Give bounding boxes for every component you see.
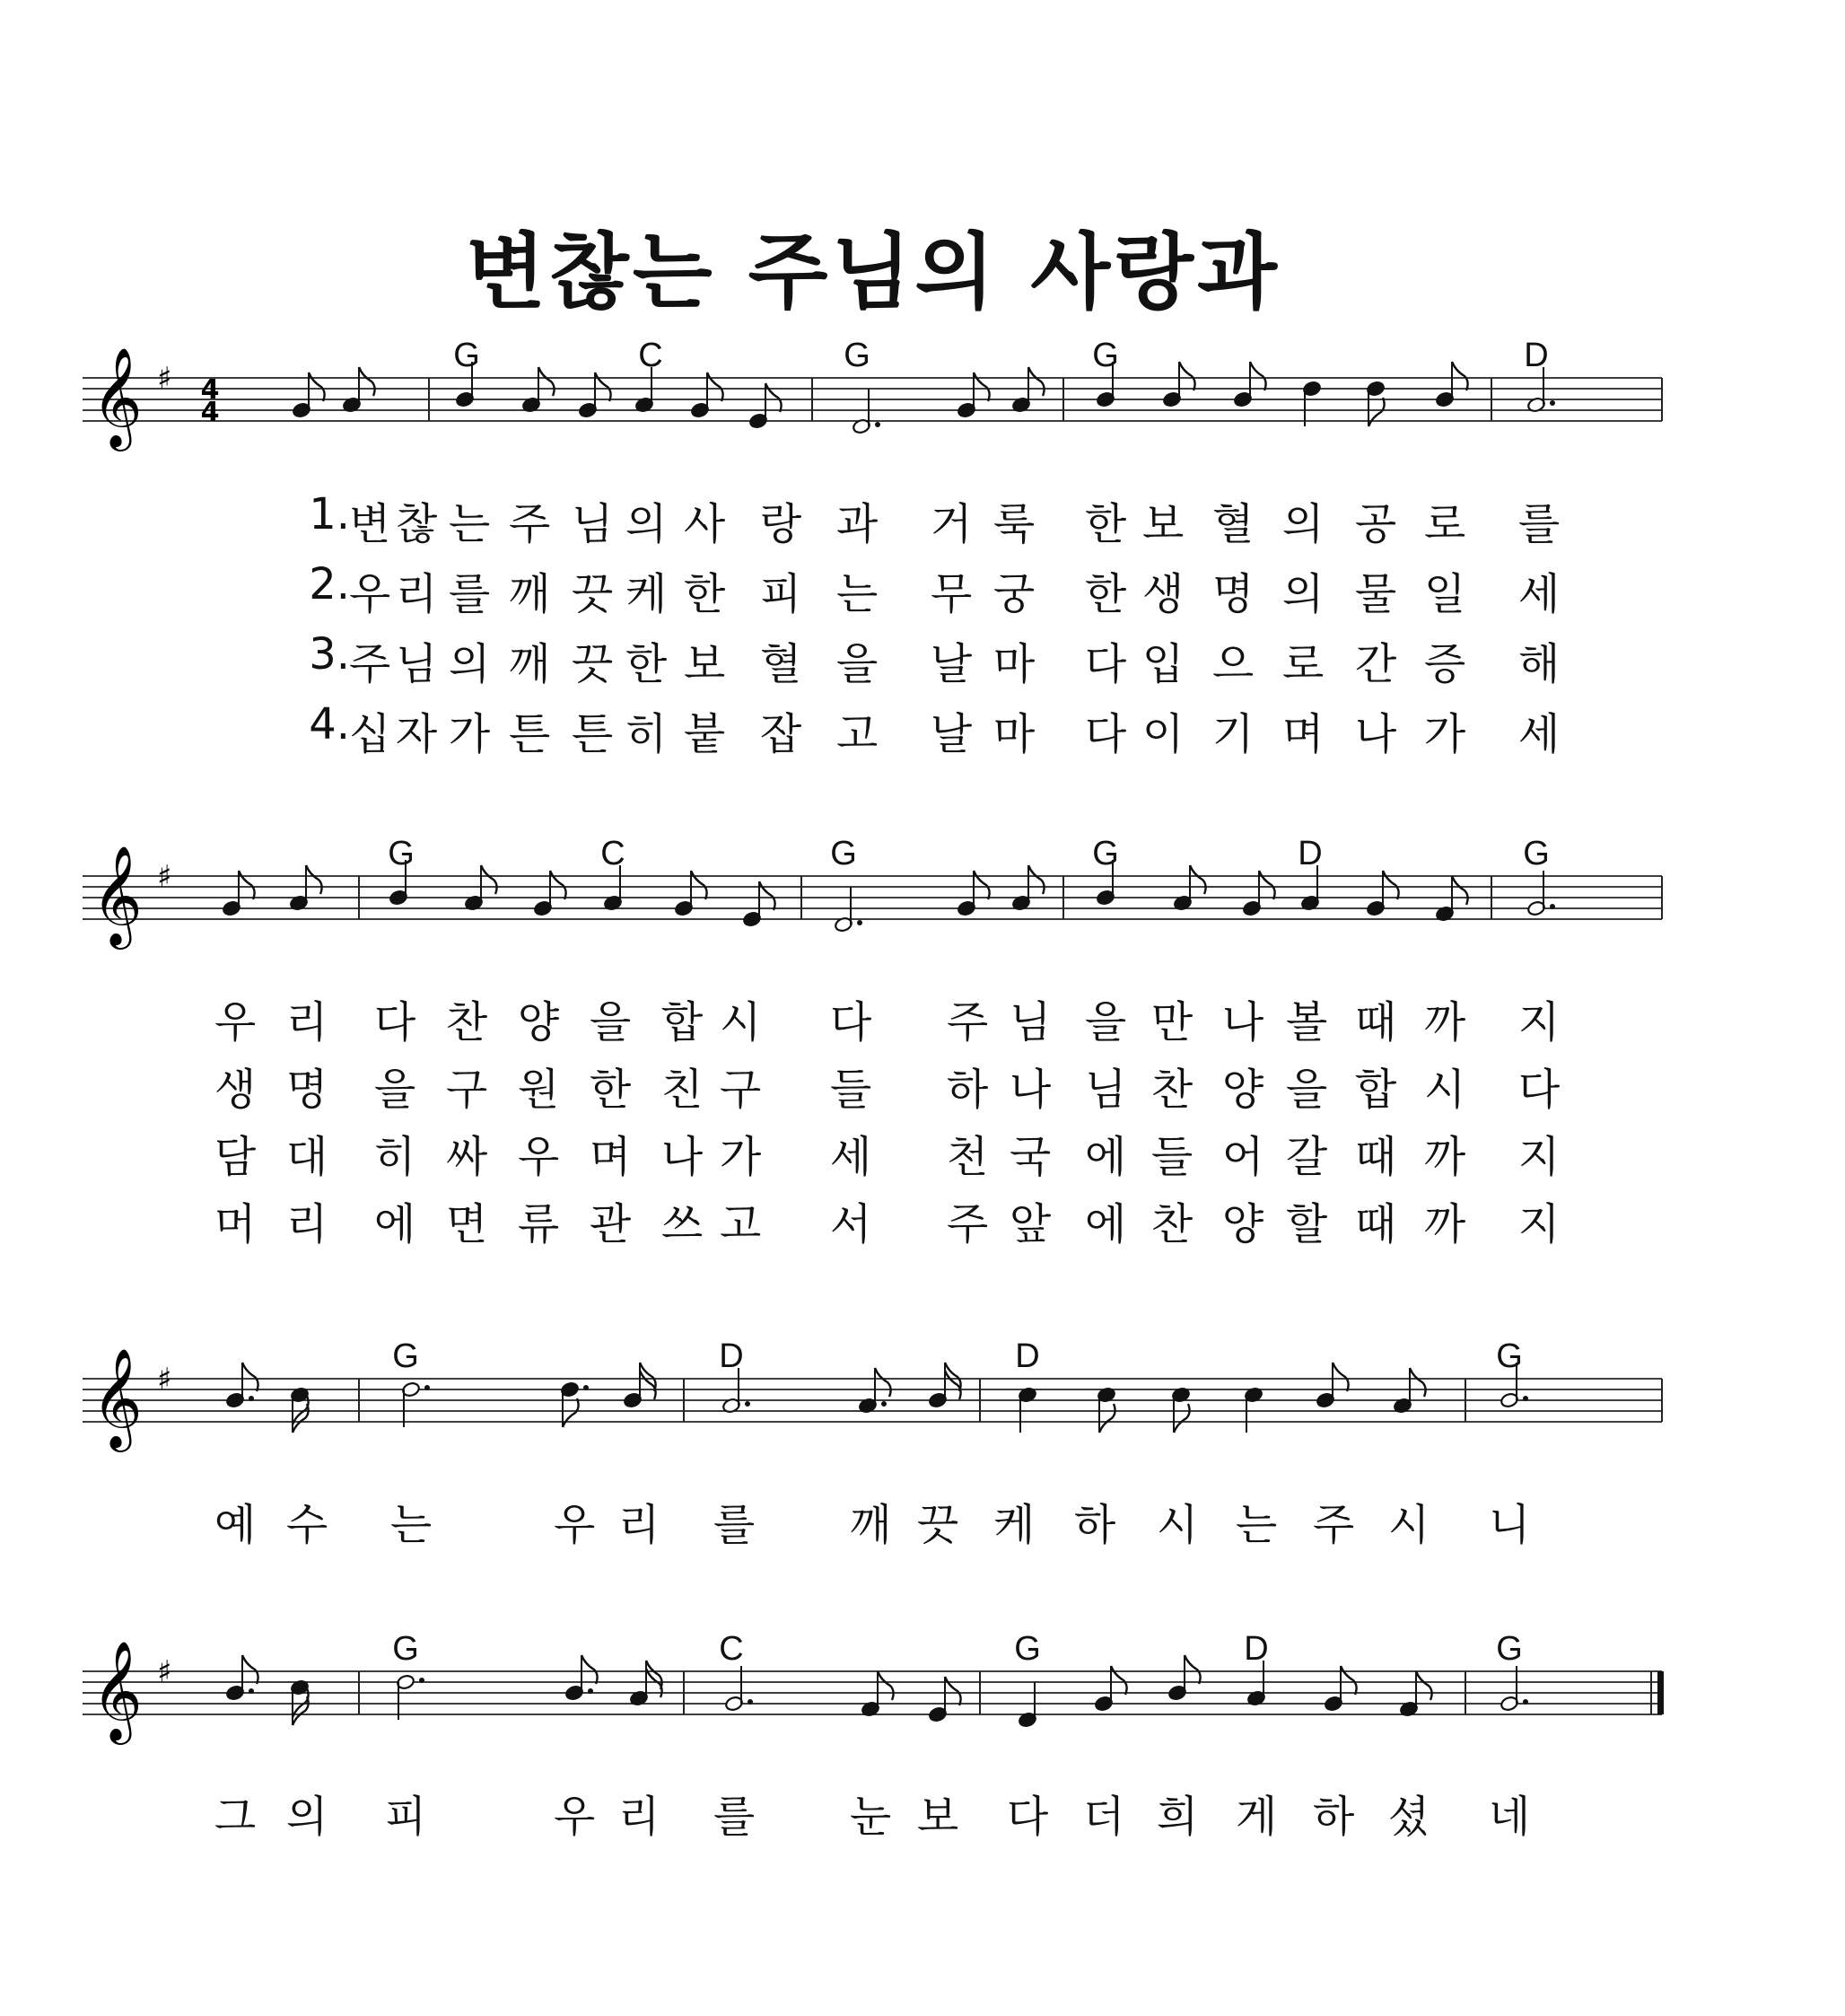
lyric-syllable: 물 xyxy=(1354,569,1397,619)
lyric-syllable: 는 xyxy=(389,1500,433,1550)
lyric-syllable: 리 xyxy=(617,1500,660,1550)
lyric-syllable: 한 xyxy=(1084,569,1127,619)
time-signature-top: 4 xyxy=(200,374,220,406)
lyric-syllable: 류 xyxy=(517,1199,560,1249)
note xyxy=(1324,1666,1356,1712)
lyric-syllable: 기 xyxy=(1211,709,1255,759)
chord-symbol: G xyxy=(453,337,480,374)
lyric-syllable: 는 xyxy=(448,499,491,549)
lyric-syllable: 시 xyxy=(1387,1500,1430,1550)
lyric-syllable: 님 xyxy=(395,639,438,689)
chord-symbol: C xyxy=(638,337,663,374)
lyric-syllable: 찬 xyxy=(445,997,488,1047)
lyric-syllable: 니 xyxy=(1488,1500,1531,1550)
lyric-syllable: 리 xyxy=(285,997,328,1047)
chord-symbol: D xyxy=(1244,1630,1269,1668)
lyric-syllable: 네 xyxy=(1488,1792,1531,1842)
chord-symbol: C xyxy=(719,1630,744,1668)
lyric-syllable: 더 xyxy=(1082,1792,1125,1842)
lyric-syllable: 리 xyxy=(395,569,438,619)
lyric-syllable: 구 xyxy=(445,1065,488,1115)
note xyxy=(1167,1655,1200,1701)
lyric-syllable: 케 xyxy=(625,569,668,619)
lyric-syllable: 피 xyxy=(384,1792,427,1842)
note-flag xyxy=(1341,1666,1357,1695)
lyric-syllable: 수 xyxy=(285,1500,328,1550)
chord-symbol: G xyxy=(1496,1630,1523,1668)
verse-number: 3. xyxy=(309,629,350,679)
lyric-syllable: 가 xyxy=(448,709,491,759)
lyric-syllable: 리 xyxy=(617,1792,660,1842)
lyric-syllable: 에 xyxy=(1084,1199,1127,1249)
lyric-syllable: 지 xyxy=(1517,1132,1561,1182)
lyric-syllable: 룩 xyxy=(992,499,1036,549)
lyric-syllable: 생 xyxy=(214,1065,257,1115)
lyric-syllable: 다 xyxy=(1517,1065,1561,1115)
lyric-syllable: 랑 xyxy=(759,499,802,549)
lyric-syllable: 혈 xyxy=(1211,499,1255,549)
lyric-syllable: 의 xyxy=(448,639,491,689)
lyric-syllable: 나 xyxy=(660,1132,704,1182)
note xyxy=(928,1677,960,1722)
lyric-syllable: 시 xyxy=(1156,1500,1199,1550)
lyric-syllable: 궁 xyxy=(992,569,1036,619)
lyric-syllable: 이 xyxy=(1141,709,1185,759)
lyric-syllable: 깨 xyxy=(849,1500,892,1550)
lyric-syllable: 양 xyxy=(1221,1065,1264,1115)
note xyxy=(629,1661,661,1706)
lyric-syllable: 의 xyxy=(1281,499,1325,549)
lyric-syllable: 변 xyxy=(348,499,391,549)
lyric-syllable: 양 xyxy=(517,997,560,1047)
lyric-syllable: 를 xyxy=(1517,499,1561,549)
note xyxy=(861,1671,893,1717)
lyric-syllable: 대 xyxy=(285,1132,328,1182)
lyric-syllable: 주 xyxy=(1312,1500,1355,1550)
lyric-syllable: 튼 xyxy=(508,709,551,759)
treble-clef: 𝄞 xyxy=(92,1640,143,1740)
lyric-syllable: 국 xyxy=(1009,1132,1052,1182)
note-flag xyxy=(1416,1671,1432,1700)
lyric-syllable: 들 xyxy=(1150,1132,1194,1182)
lyric-syllable: 붙 xyxy=(683,709,726,759)
note xyxy=(225,1655,258,1701)
lyric-syllable: 예 xyxy=(214,1500,257,1550)
lyric-syllable: 게 xyxy=(1235,1792,1278,1842)
lyric-syllable: 을 xyxy=(1285,1065,1328,1115)
key-signature-sharp: ♯ xyxy=(157,859,172,895)
lyric-syllable: 우 xyxy=(553,1500,596,1550)
lyric-syllable: 주 xyxy=(508,499,551,549)
lyric-syllable: 무 xyxy=(930,569,973,619)
lyric-syllable: 어 xyxy=(1221,1132,1264,1182)
lyric-line xyxy=(0,1782,1845,1842)
time-signature-bottom: 4 xyxy=(200,397,220,428)
lyric-syllable: 피 xyxy=(759,569,802,619)
lyric-syllable: 서 xyxy=(829,1199,872,1249)
lyric-syllable: 공 xyxy=(1354,499,1397,549)
lyric-syllable: 하 xyxy=(1312,1792,1355,1842)
lyric-syllable: 혈 xyxy=(759,639,802,689)
lyric-syllable: 때 xyxy=(1354,1132,1397,1182)
lyric-syllable: 한 xyxy=(1084,499,1127,549)
lyric-syllable: 를 xyxy=(448,569,491,619)
lyric-syllable: 관 xyxy=(589,1199,632,1249)
note-flag xyxy=(945,1677,961,1705)
lyric-syllable: 볼 xyxy=(1285,997,1328,1047)
note-flag xyxy=(581,1655,598,1684)
lyric-syllable: 보 xyxy=(1141,499,1185,549)
chord-symbol: D xyxy=(1298,835,1323,872)
lyric-syllable: 명 xyxy=(285,1065,328,1115)
lyric-syllable: 잡 xyxy=(759,709,802,759)
lyric-syllable: 깨 xyxy=(508,569,551,619)
lyric-syllable: 합 xyxy=(1354,1065,1397,1115)
lyric-syllable: 찬 xyxy=(1150,1199,1194,1249)
lyric-syllable: 원 xyxy=(517,1065,560,1115)
lyric-syllable: 지 xyxy=(1517,997,1561,1047)
chord-symbol: D xyxy=(719,1337,744,1375)
lyric-syllable: 까 xyxy=(1423,1199,1466,1249)
lyric-syllable: 만 xyxy=(1150,997,1194,1047)
lyric-syllable: 찮 xyxy=(395,499,438,549)
verse-number: 4. xyxy=(309,699,350,749)
augmentation-dot xyxy=(588,1688,593,1694)
lyric-syllable: 끗 xyxy=(916,1500,959,1550)
lyric-syllable: 때 xyxy=(1354,997,1397,1047)
chord-symbol: G xyxy=(844,337,870,374)
lyric-syllable: 날 xyxy=(930,709,973,759)
lyric-syllable: 한 xyxy=(589,1065,632,1115)
note xyxy=(724,1666,753,1712)
lyric-syllable: 희 xyxy=(1156,1792,1199,1842)
chord-symbol: G xyxy=(388,835,415,872)
augmentation-dot xyxy=(419,1678,424,1683)
chord-symbol: G xyxy=(830,835,857,872)
lyric-syllable: 끗 xyxy=(571,569,614,619)
lyric-syllable: 며 xyxy=(589,1132,632,1182)
lyric-syllable: 님 xyxy=(1084,1065,1127,1115)
lyric-syllable: 우 xyxy=(553,1792,596,1842)
augmentation-dot xyxy=(1523,1699,1528,1705)
lyric-syllable: 님 xyxy=(571,499,614,549)
lyric-syllable: 로 xyxy=(1281,639,1325,689)
lyric-syllable: 세 xyxy=(1517,569,1561,619)
lyric-syllable: 의 xyxy=(285,1792,328,1842)
chord-symbol: C xyxy=(600,835,625,872)
lyric-syllable: 으 xyxy=(1211,639,1255,689)
chord-symbol: G xyxy=(392,1337,419,1375)
lyric-syllable: 보 xyxy=(916,1792,959,1842)
lyric-syllable: 주 xyxy=(946,997,989,1047)
chord-symbol: G xyxy=(1523,835,1550,872)
lyric-syllable: 을 xyxy=(589,997,632,1047)
lyric-syllable: 친 xyxy=(660,1065,704,1115)
lyric-syllable: 사 xyxy=(683,499,726,549)
lyric-syllable: 고 xyxy=(835,709,879,759)
lyric-syllable: 에 xyxy=(373,1199,416,1249)
lyric-syllable: 을 xyxy=(1084,997,1127,1047)
lyric-syllable: 나 xyxy=(1009,1065,1052,1115)
lyric-syllable: 깨 xyxy=(508,639,551,689)
lyric-syllable: 는 xyxy=(835,569,879,619)
lyric-syllable: 세 xyxy=(1517,709,1561,759)
lyric-syllable: 우 xyxy=(517,1132,560,1182)
lyric-syllable: 튼 xyxy=(571,709,614,759)
lyric-syllable: 천 xyxy=(946,1132,989,1182)
lyric-syllable: 가 xyxy=(1423,709,1466,759)
note xyxy=(396,1674,424,1720)
lyric-syllable: 과 xyxy=(835,499,879,549)
lyric-syllable: 히 xyxy=(373,1132,416,1182)
treble-clef: 𝄞 xyxy=(92,845,143,945)
note xyxy=(1500,1666,1528,1712)
lyric-syllable: 머 xyxy=(214,1199,257,1249)
lyric-syllable: 해 xyxy=(1517,639,1561,689)
note-flag xyxy=(1185,1655,1201,1684)
lyric-syllable: 하 xyxy=(946,1065,989,1115)
lyric-syllable: 지 xyxy=(1517,1199,1561,1249)
chord-symbol: G xyxy=(1092,337,1119,374)
lyric-syllable: 을 xyxy=(373,1065,416,1115)
note xyxy=(1094,1666,1126,1712)
lyric-syllable: 거 xyxy=(930,499,973,549)
note xyxy=(564,1655,597,1701)
lyric-syllable: 다 xyxy=(1084,639,1127,689)
lyric-syllable: 세 xyxy=(829,1132,872,1182)
lyric-syllable: 합 xyxy=(660,997,704,1047)
lyric-syllable: 명 xyxy=(1211,569,1255,619)
chord-symbol: G xyxy=(1014,1630,1041,1668)
lyric-syllable: 담 xyxy=(214,1132,257,1182)
lyric-syllable: 한 xyxy=(683,569,726,619)
chord-symbol: G xyxy=(1496,1337,1523,1375)
lyric-syllable: 끗 xyxy=(571,639,614,689)
lyric-syllable: 까 xyxy=(1423,997,1466,1047)
lyric-syllable: 찬 xyxy=(1150,1065,1194,1115)
lyric-syllable: 증 xyxy=(1423,639,1466,689)
lyric-syllable: 생 xyxy=(1141,569,1185,619)
note xyxy=(1399,1671,1431,1717)
augmentation-dot xyxy=(748,1699,753,1705)
lyric-syllable: 앞 xyxy=(1009,1199,1052,1249)
lyric-syllable: 에 xyxy=(1084,1132,1127,1182)
lyric-syllable: 주 xyxy=(946,1199,989,1249)
lyric-syllable: 의 xyxy=(625,499,668,549)
lyric-syllable: 는 xyxy=(1235,1500,1278,1550)
lyric-syllable: 입 xyxy=(1141,639,1185,689)
lyric-syllable: 로 xyxy=(1423,499,1466,549)
chord-symbol: D xyxy=(1015,1337,1040,1375)
lyric-syllable: 양 xyxy=(1221,1199,1264,1249)
note xyxy=(1018,1682,1036,1728)
lyric-syllable: 마 xyxy=(992,709,1036,759)
lyric-syllable: 다 xyxy=(1006,1792,1049,1842)
lyric-syllable: 간 xyxy=(1354,639,1397,689)
final-bar-line xyxy=(1657,1671,1664,1714)
lyric-syllable: 까 xyxy=(1423,1132,1466,1182)
verse-number: 2. xyxy=(309,559,350,609)
lyric-syllable: 구 xyxy=(719,1065,762,1115)
key-signature-sharp: ♯ xyxy=(157,1654,172,1690)
lyric-syllable: 갈 xyxy=(1285,1132,1328,1182)
chord-symbol: D xyxy=(1524,337,1549,374)
lyric-syllable: 다 xyxy=(829,997,872,1047)
lyric-syllable: 우 xyxy=(214,997,257,1047)
augmentation-dot xyxy=(249,1688,254,1694)
chord-symbol: G xyxy=(1092,835,1119,872)
lyric-syllable: 쓰 xyxy=(660,1199,704,1249)
chord-symbol: G xyxy=(392,1630,419,1668)
lyric-syllable: 주 xyxy=(348,639,391,689)
lyric-syllable: 시 xyxy=(1423,1065,1466,1115)
verse-number: 1. xyxy=(309,489,350,539)
lyric-syllable: 자 xyxy=(395,709,438,759)
lyric-syllable: 눈 xyxy=(849,1792,892,1842)
lyric-syllable: 면 xyxy=(445,1199,488,1249)
lyric-syllable: 때 xyxy=(1354,1199,1397,1249)
lyric-syllable: 의 xyxy=(1281,569,1325,619)
lyric-syllable: 그 xyxy=(214,1792,257,1842)
lyric-syllable: 나 xyxy=(1221,997,1264,1047)
treble-clef: 𝄞 xyxy=(92,346,143,447)
lyric-syllable: 십 xyxy=(348,709,391,759)
lyric-syllable: 를 xyxy=(713,1500,756,1550)
lyric-syllable: 한 xyxy=(625,639,668,689)
note-flag xyxy=(242,1655,258,1684)
lyric-syllable: 들 xyxy=(829,1065,872,1115)
lyric-syllable: 다 xyxy=(373,997,416,1047)
lyric-syllable: 가 xyxy=(719,1132,762,1182)
lyric-syllable: 님 xyxy=(1009,997,1052,1047)
note-flag xyxy=(1111,1666,1127,1695)
lyric-syllable: 날 xyxy=(930,639,973,689)
key-signature-sharp: ♯ xyxy=(157,361,172,397)
lyric-syllable: 일 xyxy=(1423,569,1466,619)
lyric-syllable: 시 xyxy=(719,997,762,1047)
lyric-syllable: 보 xyxy=(683,639,726,689)
lyric-syllable: 케 xyxy=(992,1500,1036,1550)
lyric-syllable: 싸 xyxy=(445,1132,488,1182)
note-flag xyxy=(878,1671,894,1700)
note xyxy=(290,1679,309,1725)
lyric-syllable: 히 xyxy=(625,709,668,759)
lyric-syllable: 셨 xyxy=(1387,1792,1430,1842)
song-title: 변찮는 주님의 사랑과 xyxy=(466,224,1281,320)
lyric-syllable: 나 xyxy=(1354,709,1397,759)
lyric-syllable: 리 xyxy=(285,1199,328,1249)
lyric-syllable: 마 xyxy=(992,639,1036,689)
key-signature-sharp: ♯ xyxy=(157,1362,172,1398)
lyric-syllable: 을 xyxy=(835,639,879,689)
lyric-syllable: 다 xyxy=(1084,709,1127,759)
lyric-syllable: 를 xyxy=(713,1792,756,1842)
lyric-syllable: 고 xyxy=(719,1199,762,1249)
lyric-syllable: 며 xyxy=(1281,709,1325,759)
treble-clef: 𝄞 xyxy=(92,1347,143,1448)
lyric-syllable: 하 xyxy=(1073,1500,1116,1550)
lyric-syllable: 할 xyxy=(1285,1199,1328,1249)
lyric-syllable: 우 xyxy=(348,569,391,619)
